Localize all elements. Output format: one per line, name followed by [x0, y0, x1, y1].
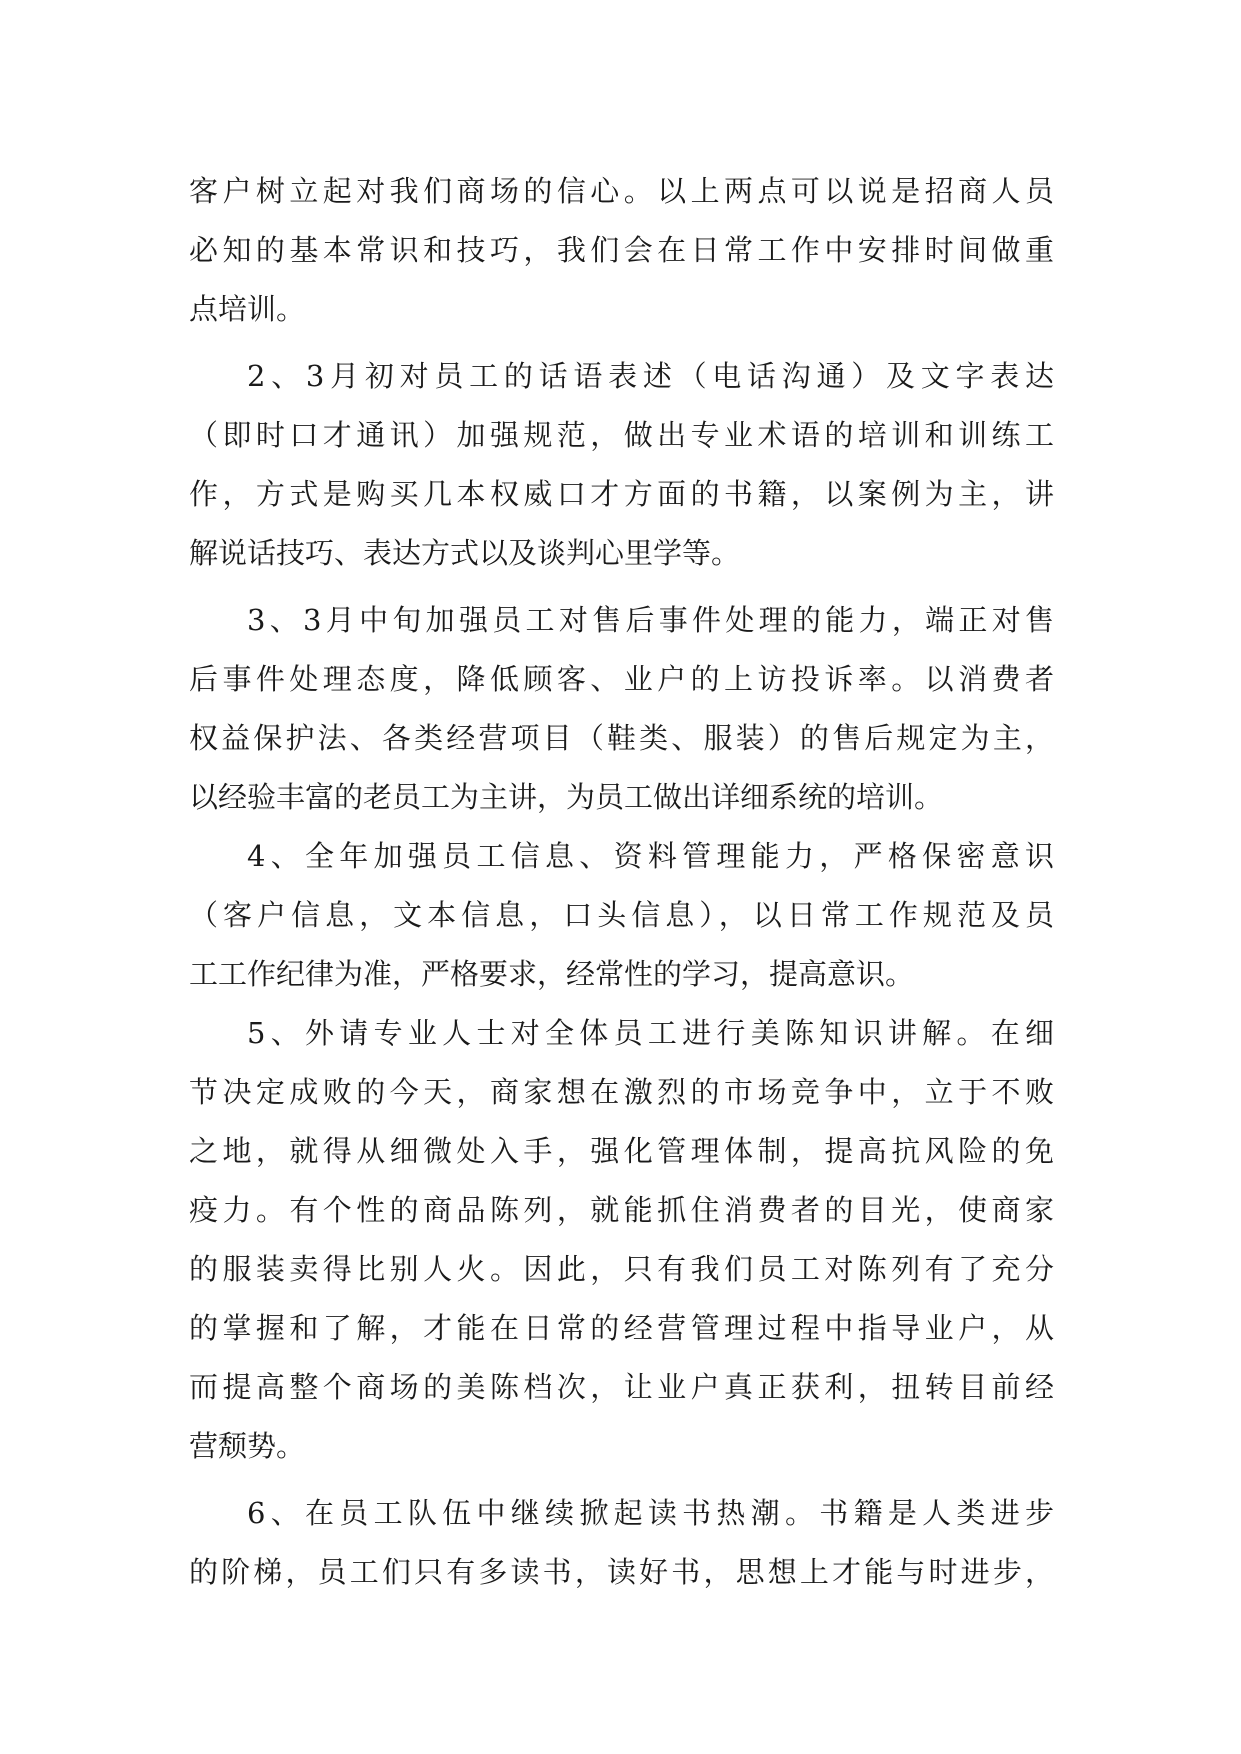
text-line: 的阶梯，员工们只有多读书，读好书，思想上才能与时进步，: [189, 1555, 1054, 1589]
text-line: 3、3月中旬加强员工对售后事件处理的能力，端正对售: [247, 603, 1054, 637]
text-line: 疫力。有个性的商品陈列，就能抓住消费者的目光，使商家: [189, 1193, 1054, 1227]
text-line: 2、3月初对员工的话语表述（电话沟通）及文字表达: [247, 359, 1054, 393]
text-line: 工工作纪律为准，严格要求，经常性的学习，提高意识。: [189, 957, 915, 991]
text-line: 之地，就得从细微处入手，强化管理体制，提高抗风险的免: [189, 1134, 1054, 1168]
text-line: 作，方式是购买几本权威口才方面的书籍，以案例为主，讲: [189, 477, 1054, 511]
document-body: [189, 162, 1054, 1602]
text-line: （即时口才通讯）加强规范，做出专业术语的培训和训练工: [189, 418, 1054, 452]
text-line: 而提高整个商场的美陈档次，让业户真正获利，扭转目前经: [189, 1370, 1054, 1404]
paragraph-3: [189, 591, 1054, 827]
text-line: 6、在员工队伍中继续掀起读书热潮。书籍是人类进步: [247, 1496, 1054, 1530]
text-line: 营颓势。: [189, 1429, 306, 1463]
paragraph-1: [189, 162, 1054, 339]
text-line: 必知的基本常识和技巧，我们会在日常工作中安排时间做重: [189, 233, 1054, 267]
text-line: （客户信息，文本信息，口头信息），以日常工作规范及员: [189, 898, 1054, 932]
text-line: 后事件处理态度，降低顾客、业户的上访投诉率。以消费者: [189, 662, 1054, 696]
text-line: 客户树立起对我们商场的信心。以上两点可以说是招商人员: [189, 174, 1054, 208]
text-line: 节决定成败的今天，商家想在激烈的市场竞争中，立于不败: [189, 1075, 1054, 1109]
text-line: 解说话技巧、表达方式以及谈判心里学等。: [189, 536, 741, 570]
text-line: 以经验丰富的老员工为主讲，为员工做出详细系统的培训。: [189, 780, 944, 814]
paragraph-2: [189, 347, 1054, 583]
text-line: 点培训。: [189, 292, 306, 326]
text-line: 5、外请专业人士对全体员工进行美陈知识讲解。在细: [247, 1016, 1054, 1050]
paragraph-5: [189, 1004, 1054, 1476]
text-line: 4、全年加强员工信息、资料管理能力，严格保密意识: [247, 839, 1054, 873]
paragraph-6: [189, 1484, 1054, 1602]
paragraph-4: [189, 827, 1054, 1004]
text-line: 权益保护法、各类经营项目（鞋类、服装）的售后规定为主，: [189, 721, 1054, 755]
text-line: 的服装卖得比别人火。因此，只有我们员工对陈列有了充分: [189, 1252, 1054, 1286]
text-line: 的掌握和了解，才能在日常的经营管理过程中指导业户，从: [189, 1311, 1054, 1345]
